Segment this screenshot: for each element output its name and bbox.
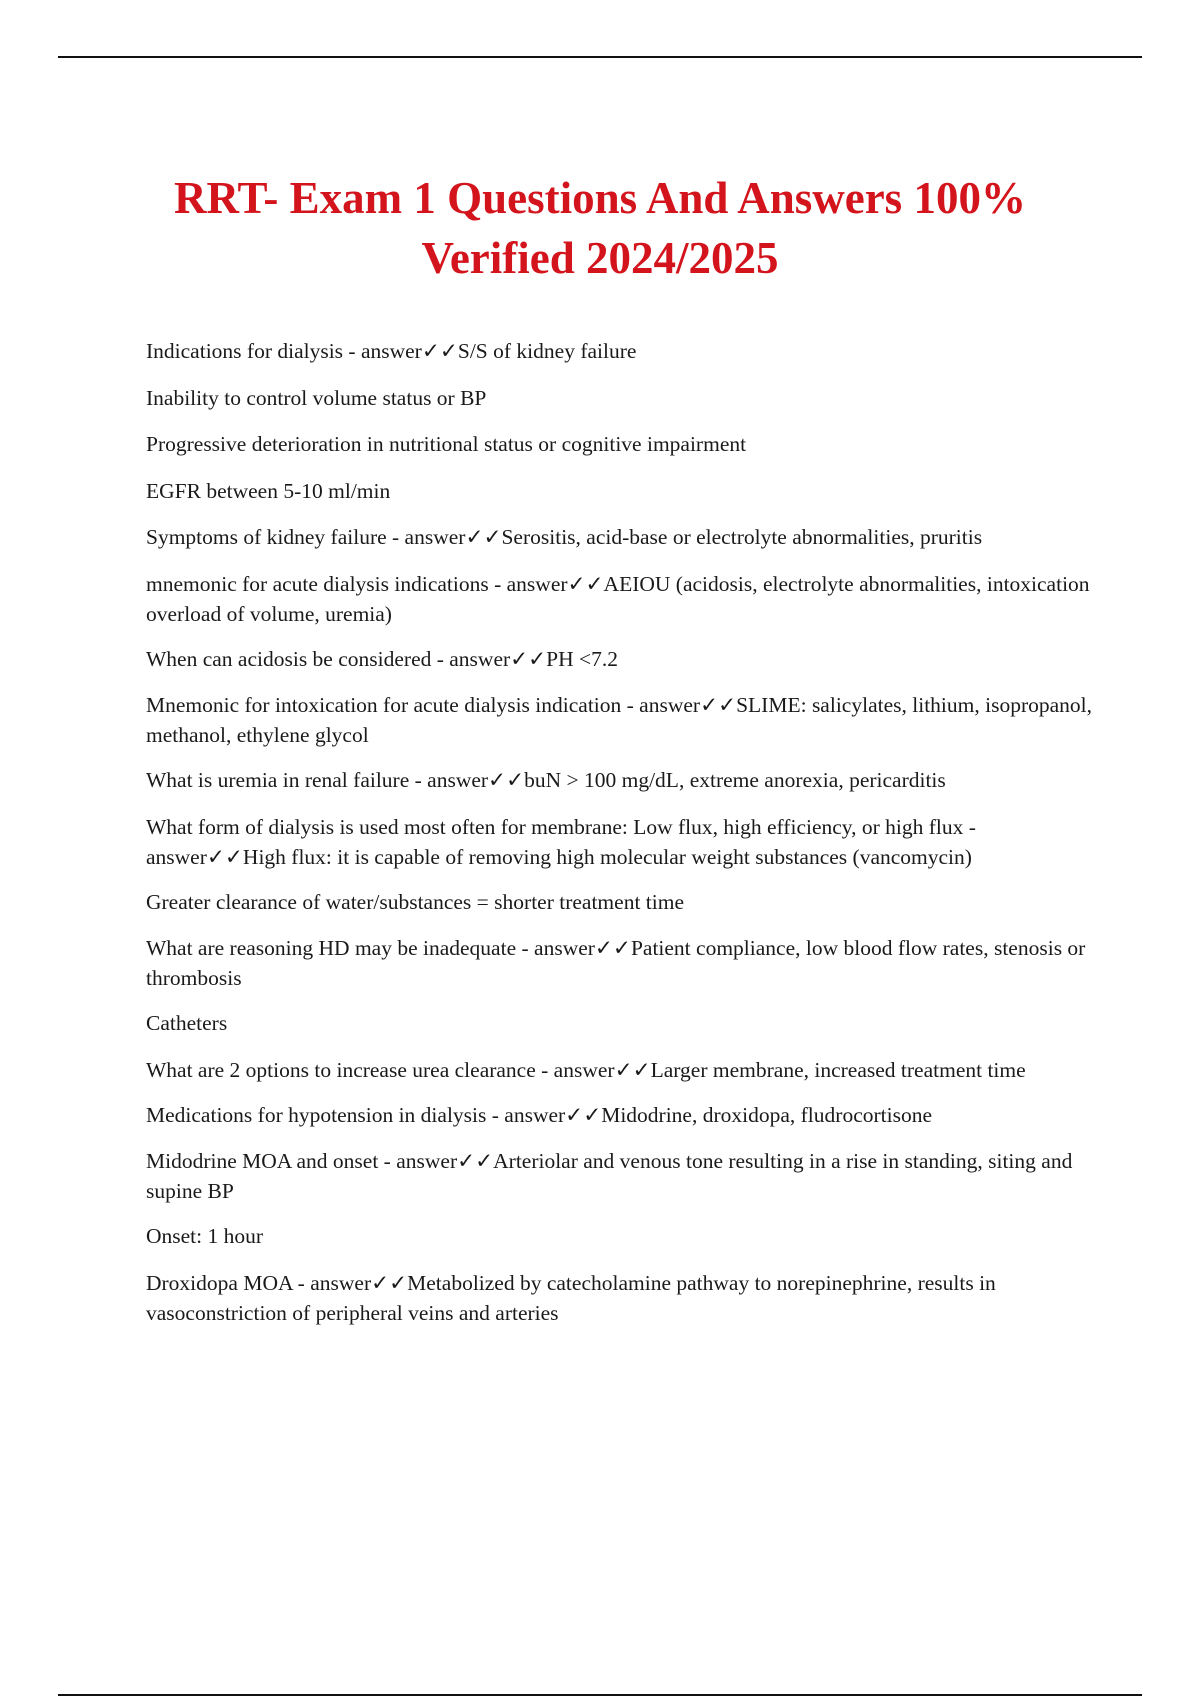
qa-paragraph: Inability to control volume status or BP bbox=[146, 385, 487, 410]
qa-paragraph: Symptoms of kidney failure - answer✓✓Serositis, acid-base or electrolyte abnormalities, pruritis bbox=[146, 525, 983, 549]
qa-paragraph: Midodrine MOA and onset - answer✓✓Arteriolar and venous tone resulting in a rise in standing, siting and supine BP bbox=[146, 1149, 1073, 1203]
top-divider bbox=[58, 56, 1142, 58]
qa-paragraph: Greater clearance of water/substances = shorter treatment time bbox=[146, 889, 685, 914]
qa-paragraph: When can acidosis be considered - answer✓✓PH <7.2 bbox=[146, 646, 619, 671]
qa-paragraph: Indications for dialysis - answer✓✓S/S of kidney failure bbox=[146, 339, 637, 363]
qa-paragraph: Medications for hypotension in dialysis - answer✓✓Midodrine, droxidopa, fludrocortisone bbox=[146, 1102, 932, 1127]
qa-paragraph: Mnemonic for intoxication for acute dialysis indication - answer✓✓SLIME: salicylates, lithium, isopropanol, methanol, ethylene glycol bbox=[146, 693, 1092, 747]
qa-paragraph: Droxidopa MOA - answer✓✓Metabolized by catecholamine pathway to norepinephrine, results in vasoconstriction of peripheral veins and arteries bbox=[146, 1270, 996, 1325]
qa-paragraph: What form of dialysis is used most often for membrane: Low flux, high efficiency, or high flux - answer✓✓High flux: it is capable of removing high molecular weight substances (vancomycin) bbox=[146, 814, 976, 869]
qa-paragraph: Catheters bbox=[146, 1011, 228, 1035]
document-title bbox=[100, 168, 1100, 288]
document-body bbox=[146, 336, 1092, 1343]
title-line-2: Verified 2024/2025 bbox=[421, 233, 779, 283]
qa-paragraph: mnemonic for acute dialysis indications - answer✓✓AEIOU (acidosis, electrolyte abnormalities, intoxication overload of volume, uremia) bbox=[146, 571, 1090, 626]
qa-paragraph: What are reasoning HD may be inadequate - answer✓✓Patient compliance, low blood flow rates, stenosis or thrombosis bbox=[146, 936, 1086, 990]
qa-paragraph: What is uremia in renal failure - answer✓✓buN > 100 mg/dL, extreme anorexia, pericarditis bbox=[146, 768, 946, 792]
qa-paragraph: Onset: 1 hour bbox=[146, 1224, 264, 1248]
qa-paragraph: EGFR between 5-10 ml/min bbox=[146, 478, 391, 503]
qa-paragraph: What are 2 options to increase urea clearance - answer✓✓Larger membrane, increased treatment time bbox=[146, 1057, 1026, 1082]
qa-paragraph: Progressive deterioration in nutritional status or cognitive impairment bbox=[146, 432, 747, 456]
title-line-1: RRT- Exam 1 Questions And Answers 100% bbox=[174, 173, 1026, 223]
bottom-divider bbox=[58, 1694, 1142, 1696]
